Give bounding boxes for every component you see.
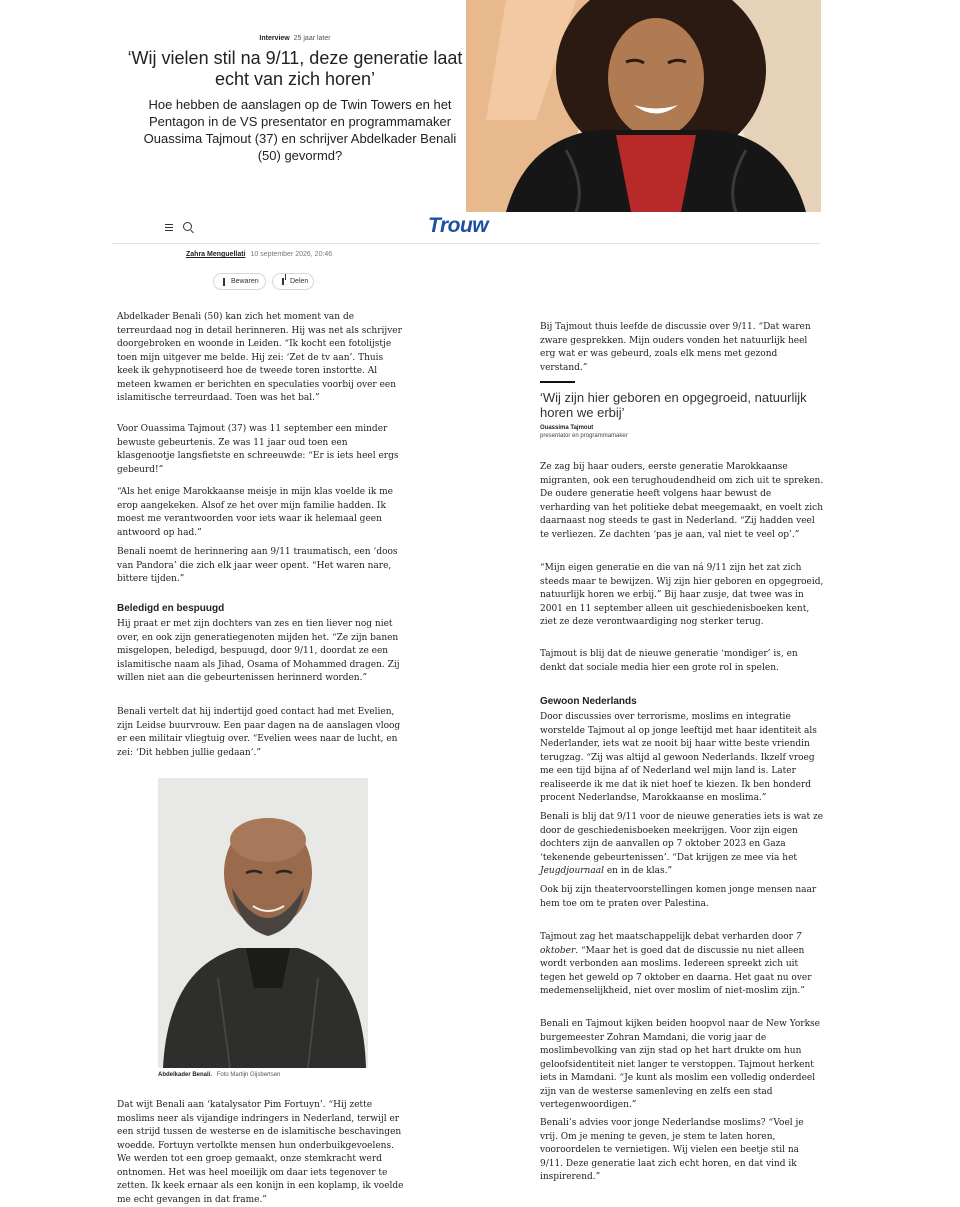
paragraph: “Als het enige Marokkaanse meisje in mijn klas voelde ik me erop aangekeken. Alsof ze het over mijn familie hadden. Ik moest me verantwoorden voor iets waar ik helemaal geen antwoord op had.” [117, 487, 394, 538]
paragraph: Abdelkader Benali (50) kan zich het moment van de terreurdaad nog in detail herinneren. Hij was net als schrijver doorgebroken en woonde in Leiden. “Ik kocht een fotolijstje toen mijn uitgever me belde. Hij zei: ‘Zet de tv aan’. Thuis keek ik gehypnotiseerd hoe de tweede toren instortte. Al meteen kwamen er berichten en speculaties voorbij over een islamitische terreurdaad. Toen was het bal.” [117, 312, 402, 403]
share-icon [282, 278, 284, 285]
save-button[interactable] [213, 273, 266, 290]
paragraph: Benali vertelt dat hij indertijd goed contact had met Evelien, zijn Leidse buurvrouw. Een paar dagen na de aanslagen vloog er een militair vliegtuig over. “Evelien wees naar de lucht, en zei: ‘Dit hebben jullie gedaan’.” [117, 707, 401, 758]
paragraph: Tajmout is blij dat de nieuwe generatie ‘mondiger’ is, en denkt dat sociale media hier een grote rol in spelen. [540, 649, 798, 673]
paragraph: Benali noemt de herinnering aan 9/11 traumatisch, een ‘doos van Pandora’ die zich elk jaar weer opent. “Het waren nare, bittere tijden.” [117, 547, 398, 584]
quote-rule [540, 381, 575, 383]
quote-author: Ouassima Tajmout [540, 425, 594, 431]
nav-divider [112, 243, 820, 244]
menu-icon[interactable] [165, 224, 173, 231]
share-label: Delen [290, 278, 309, 285]
subheading: Beledigd en bespuugd [117, 603, 225, 614]
paragraph: Bij Tajmout thuis leefde de discussie over 9/11. “Dat waren zware gesprekken. Mijn ouders vonden het natuurlijk heel erg wat er was gebeurd, zoals elk mens met gezond verstand.” [540, 322, 811, 373]
paragraph: Dat wijt Benali aan ‘katalysator Pim Fortuyn’. “Hij zette moslims neer als vijandige indringers in Nederland, terwijl er een strijd tussen de westerse en de islamitische beschavingen woedde. Fortuyn vertolkte mensen hun onderbuikgevoelens. We werden tot een groep gemaakt, onze stemkracht werd ontnomen. Het was heel moeilijk om daar iets tegenover te zetten. Ik keek ernaar als een konijn in een koplamp, ik voelde me echt gevangen in dat frame.” [117, 1100, 404, 1205]
photo-caption [158, 1072, 280, 1078]
paragraph-text: Tajmout zag het maatschappelijk debat verharden door [540, 932, 796, 942]
paragraph: “Mijn eigen generatie en die van ná 9/11 zijn het zat zich steeds maar te bewijzen. Wij zijn hier geboren en opgegroeid, natuurlijk horen we erbij.” Bij haar zusje, dat twee was in 2001 en 11 september alleen uit geschiedenisboeken kent, ziet ze deze verontwaardiging nog sterker terug. [540, 563, 824, 627]
paragraph: Door discussies over terrorisme, moslims en integratie worstelde Tajmout al op jonge leeftijd met haar identiteit als Nederlander, iets wat ze nooit bij haar witte beste vriendin terugzag. “Zij was altijd al gewoon Nederlands. Ikzelf vroeg me een tijd bijna af of Nederland wel mijn land is. Later realiseerde ik me dat ik niet hoef te kiezen. Ik ben honderd procent Nederlandse, Marokkaanse en moslima.” [540, 712, 817, 803]
caption-name: Abdelkader Benali. [158, 1072, 213, 1078]
quote-author-role: presentator en programmamaker [540, 433, 628, 439]
bookmark-icon [223, 278, 225, 286]
paragraph [540, 931, 824, 999]
emphasis-text: Jeugdjournaal [540, 866, 604, 876]
caption-credit: Foto Martijn Gijsbertsen [216, 1072, 281, 1078]
article-headline: ‘Wij vielen stil na 9/11, deze generatie laat echt van zich horen’ [127, 48, 463, 89]
kicker-note: 25 jaar later [293, 35, 331, 42]
paragraph-text: Benali is blij dat 9/11 voor de nieuwe generaties iets is wat ze door de geschiedenisboeken meekrijgen. Voor zijn eigen dochters zijn de aanvallen op 7 oktober 2023 en Gaza ‘tekenende gebeurtenissen’. “Dat krijgen ze mee via het [540, 812, 824, 863]
publish-date: 10 september 2026, 20:46 [250, 251, 333, 258]
paragraph-text: . “Maar het is goed dat de discussie nu niet alleen wordt verbonden aan moslims. Iedereen spreekt zich uit tegen het geweld op 7 oktober en daarna. Het gaat nu over medemenselijkheid, niet over moslim of niet-moslim zijn.” [540, 945, 812, 996]
kicker-label: Interview [259, 35, 290, 42]
paragraph: Ze zag bij haar ouders, eerste generatie Marokkaanse migranten, ook een terughoudendheid om zich uit te spreken. De oudere generatie heeft volgens haar bewust de verharding van het politieke debat meegemaakt, en voelt zich daarnaast nog steeds te gast in Nederland. “Zij hadden veel te verliezen. Ze dachten ‘pas je aan, val niet te veel op’.” [540, 462, 824, 540]
paragraph: Ook bij zijn theatervoorstellingen komen jonge mensen naar hem toe om te praten over Palestina. [540, 885, 817, 909]
paragraph: Voor Ouassima Tajmout (37) was 11 september een minder bewuste gebeurtenis. Ze was 11 jaar oud toen een klasgenootje langsfietste en schreeuwde: “Er is iets heel ergs gebeurd!” [117, 424, 399, 475]
author-link[interactable]: Zahra Menguellati [186, 251, 246, 258]
paragraph: Benali en Tajmout kijken beiden hoopvol naar de New Yorkse burgemeester Zohran Mamdani, die vorig jaar de moslimbevolking van zijn stad op het hart drukte om hun geloofsidentiteit niet langer te verstoppen. Tajmout herkent iets in Mamdani. “Je kunt als moslim een volledig onderdeel zijn van de westerse samenleving en zelfs een stad vertegenwoordigen.” [540, 1019, 820, 1110]
pull-quote: ‘Wij zijn hier geboren en opgegroeid, natuurlijk horen we erbij’ [540, 390, 807, 420]
paragraph-text: en in de klas.” [603, 866, 673, 876]
article-intro: Hoe hebben de aanslagen op de Twin Towers en het Pentagon in de VS presentator en programmamaker Ouassima Tajmout (37) en schrijver Abdelkader Benali (50) gevormd? [143, 97, 457, 163]
portrait-photo-tajmout [466, 0, 821, 212]
search-icon[interactable] [183, 222, 192, 231]
emphasis-text: 7 oktober [540, 932, 802, 956]
share-button[interactable] [272, 273, 314, 290]
subheading: Gewoon Nederlands [540, 696, 637, 707]
save-label: Bewaren [231, 278, 259, 285]
paragraph: Benali’s advies voor jonge Nederlandse moslims? “Voel je vrij. Om je mening te geven, je stem te laten horen, vooroordelen te vernietigen. Wij vielen een beetje stil na 9/11. Deze generatie laat zich echt horen, en dat vind ik inspirerend.” [540, 1118, 804, 1182]
paragraph: Hij praat er met zijn dochters van zes en tien liever nog niet over, en ook zijn generatiegenoten mijden het. “Ze zijn banen misgelopen, beledigd, bespuugd, door 9/11, doordat ze een islamitische naam als Jihad, Osama of Mohammed dragen. Zij willen niet aan die gebeurtenissen herinnerd worden.” [117, 619, 400, 683]
article-kicker [120, 35, 470, 42]
portrait-photo-benali [158, 778, 368, 1068]
paragraph [540, 811, 824, 879]
byline [186, 251, 332, 258]
trouw-logo[interactable]: Trouw [428, 214, 489, 237]
